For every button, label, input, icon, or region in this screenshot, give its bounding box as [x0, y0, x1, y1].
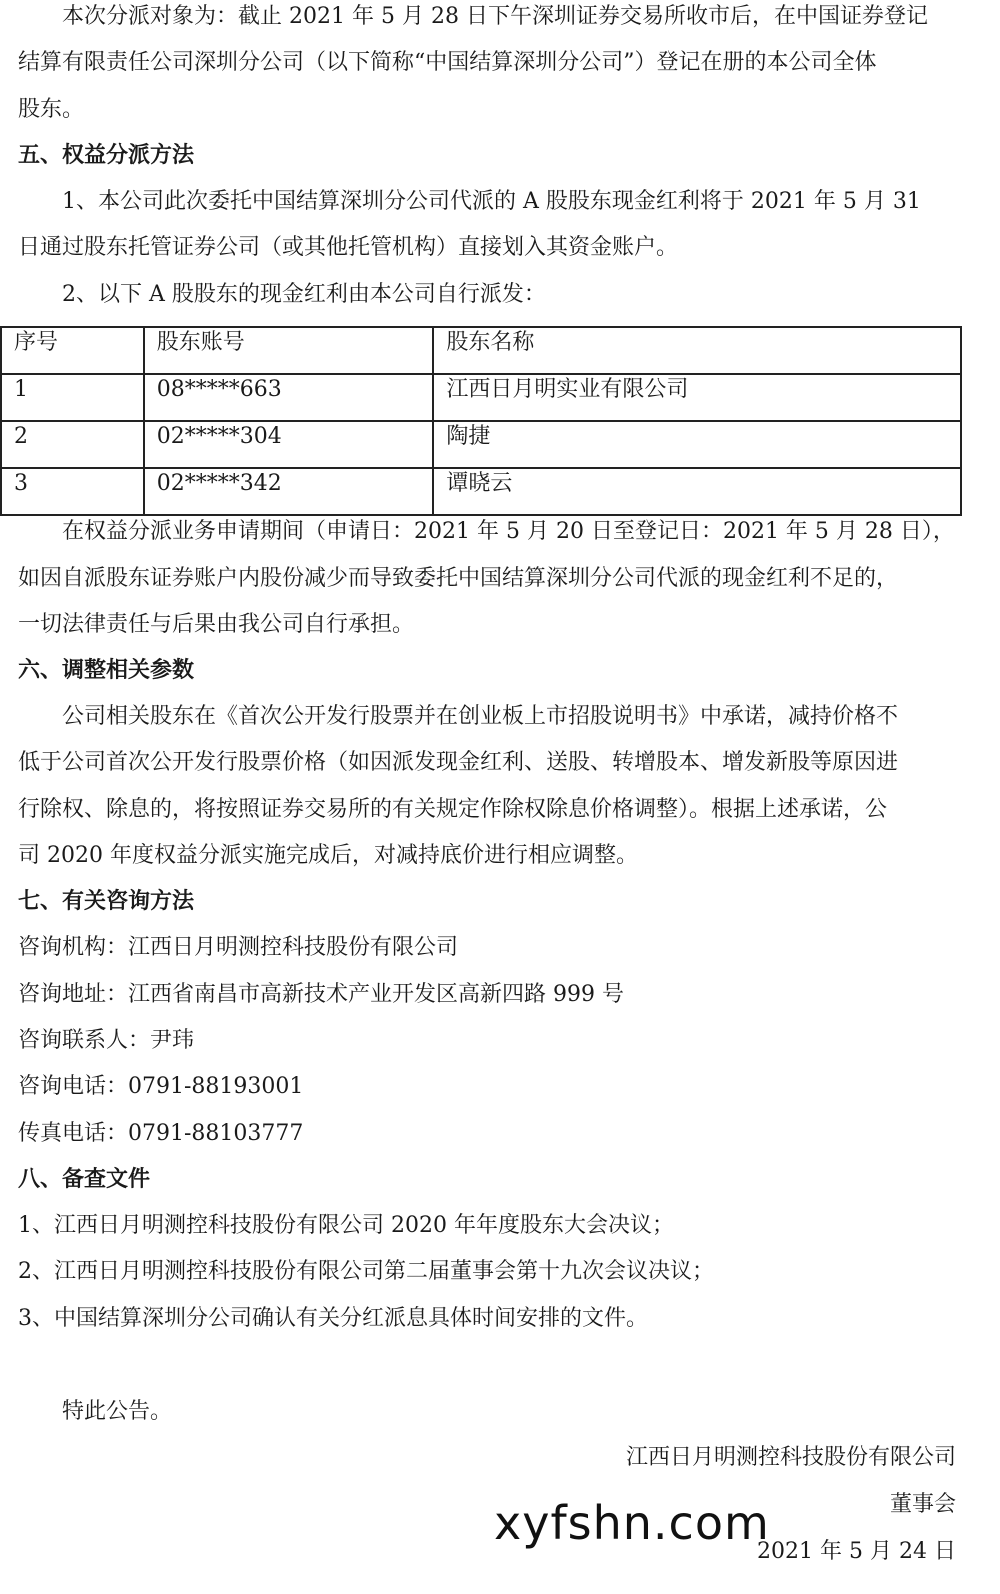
- signature-company: 江西日月明测控科技股份有限公司: [625, 1445, 956, 1470]
- reference-document-3: 3、中国结算深圳分公司确认有关分红派息具体时间安排的文件。: [18, 1306, 648, 1331]
- intro-line-3: 股东。: [18, 97, 85, 122]
- contact-organization: 咨询机构：江西日月明测控科技股份有限公司: [18, 935, 459, 960]
- header-account: 股东账号: [144, 327, 434, 374]
- contact-person: 咨询联系人：尹玮: [18, 1028, 195, 1053]
- cell-serial: 3: [1, 468, 144, 515]
- reference-document-2: 2、江西日月明测控科技股份有限公司第二届董事会第十九次会议决议；: [18, 1259, 714, 1284]
- contact-phone: 咨询电话：0791-88193001: [18, 1074, 304, 1099]
- section-6-line-1: 公司相关股东在《首次公开发行股票并在创业板上市招股说明书》中承诺，减持价格不: [62, 704, 899, 729]
- cell-account: 02*****304: [144, 421, 434, 468]
- section-5-heading: 五、权益分派方法: [18, 143, 195, 168]
- cell-holder-name: 江西日月明实业有限公司: [433, 374, 961, 421]
- contact-address: 咨询地址：江西省南昌市高新技术产业开发区高新四路 999 号: [18, 982, 624, 1007]
- section-5-note-line-1: 在权益分派业务申请期间（申请日：2021 年 5 月 20 日至登记日：2021 年 5 月 28 日），: [62, 519, 955, 544]
- cell-holder-name: 谭晓云: [433, 468, 961, 515]
- cell-account: 08*****663: [144, 374, 434, 421]
- section-5-p1-line-2: 日通过股东托管证券公司（或其他托管机构）直接划入其资金账户。: [18, 235, 679, 260]
- signature-date: 2021 年 5 月 24 日: [757, 1539, 956, 1564]
- section-8-heading: 八、备查文件: [18, 1167, 151, 1192]
- section-6-heading: 六、调整相关参数: [18, 658, 195, 683]
- section-6-line-3: 行除权、除息的，将按照证券交易所的有关规定作除权除息价格调整）。根据上述承诺，公: [18, 797, 888, 822]
- table-row: [1, 421, 961, 468]
- section-7-heading: 七、有关咨询方法: [18, 889, 195, 914]
- watermark: xyfshn.com: [494, 1496, 770, 1550]
- section-6-line-2: 低于公司首次公开发行股票价格（如因派发现金红利、送股、转增股本、增发新股等原因进: [18, 750, 899, 775]
- closing-statement: 特此公告。: [62, 1399, 173, 1424]
- table-row: [1, 468, 961, 515]
- cell-account: 02*****342: [144, 468, 434, 515]
- header-serial: 序号: [1, 327, 144, 374]
- cell-holder-name: 陶捷: [433, 421, 961, 468]
- section-6-line-4: 司 2020 年度权益分派实施完成后，对减持底价进行相应调整。: [18, 843, 638, 868]
- reference-document-1: 1、江西日月明测控科技股份有限公司 2020 年年度股东大会决议；: [18, 1213, 674, 1238]
- header-holder-name: 股东名称: [433, 327, 961, 374]
- contact-fax: 传真电话：0791-88103777: [18, 1121, 304, 1146]
- signature-board: 董事会: [889, 1492, 956, 1517]
- cell-serial: 2: [1, 421, 144, 468]
- cell-serial: 1: [1, 374, 144, 421]
- section-5-p2: 2、以下 A 股股东的现金红利由本公司自行派发：: [62, 282, 546, 307]
- section-5-note-line-2: 如因自派股东证券账户内股份减少而导致委托中国结算深圳分公司代派的现金红利不足的，: [18, 566, 899, 591]
- self-distributed-holders-table: [0, 326, 962, 516]
- section-5-p1-line-1: 1、本公司此次委托中国结算深圳分公司代派的 A 股股东现金红利将于 2021 年 5 月 31: [62, 189, 921, 214]
- intro-line-1: 本次分派对象为：截止 2021 年 5 月 28 日下午深圳证券交易所收市后，在中国证券登记: [62, 4, 928, 29]
- table-header-row: [1, 327, 961, 374]
- table-row: [1, 374, 961, 421]
- section-5-note-line-3: 一切法律责任与后果由我公司自行承担。: [18, 612, 415, 637]
- intro-line-2: 结算有限责任公司深圳分公司（以下简称“中国结算深圳分公司”）登记在册的本公司全体: [18, 50, 877, 75]
